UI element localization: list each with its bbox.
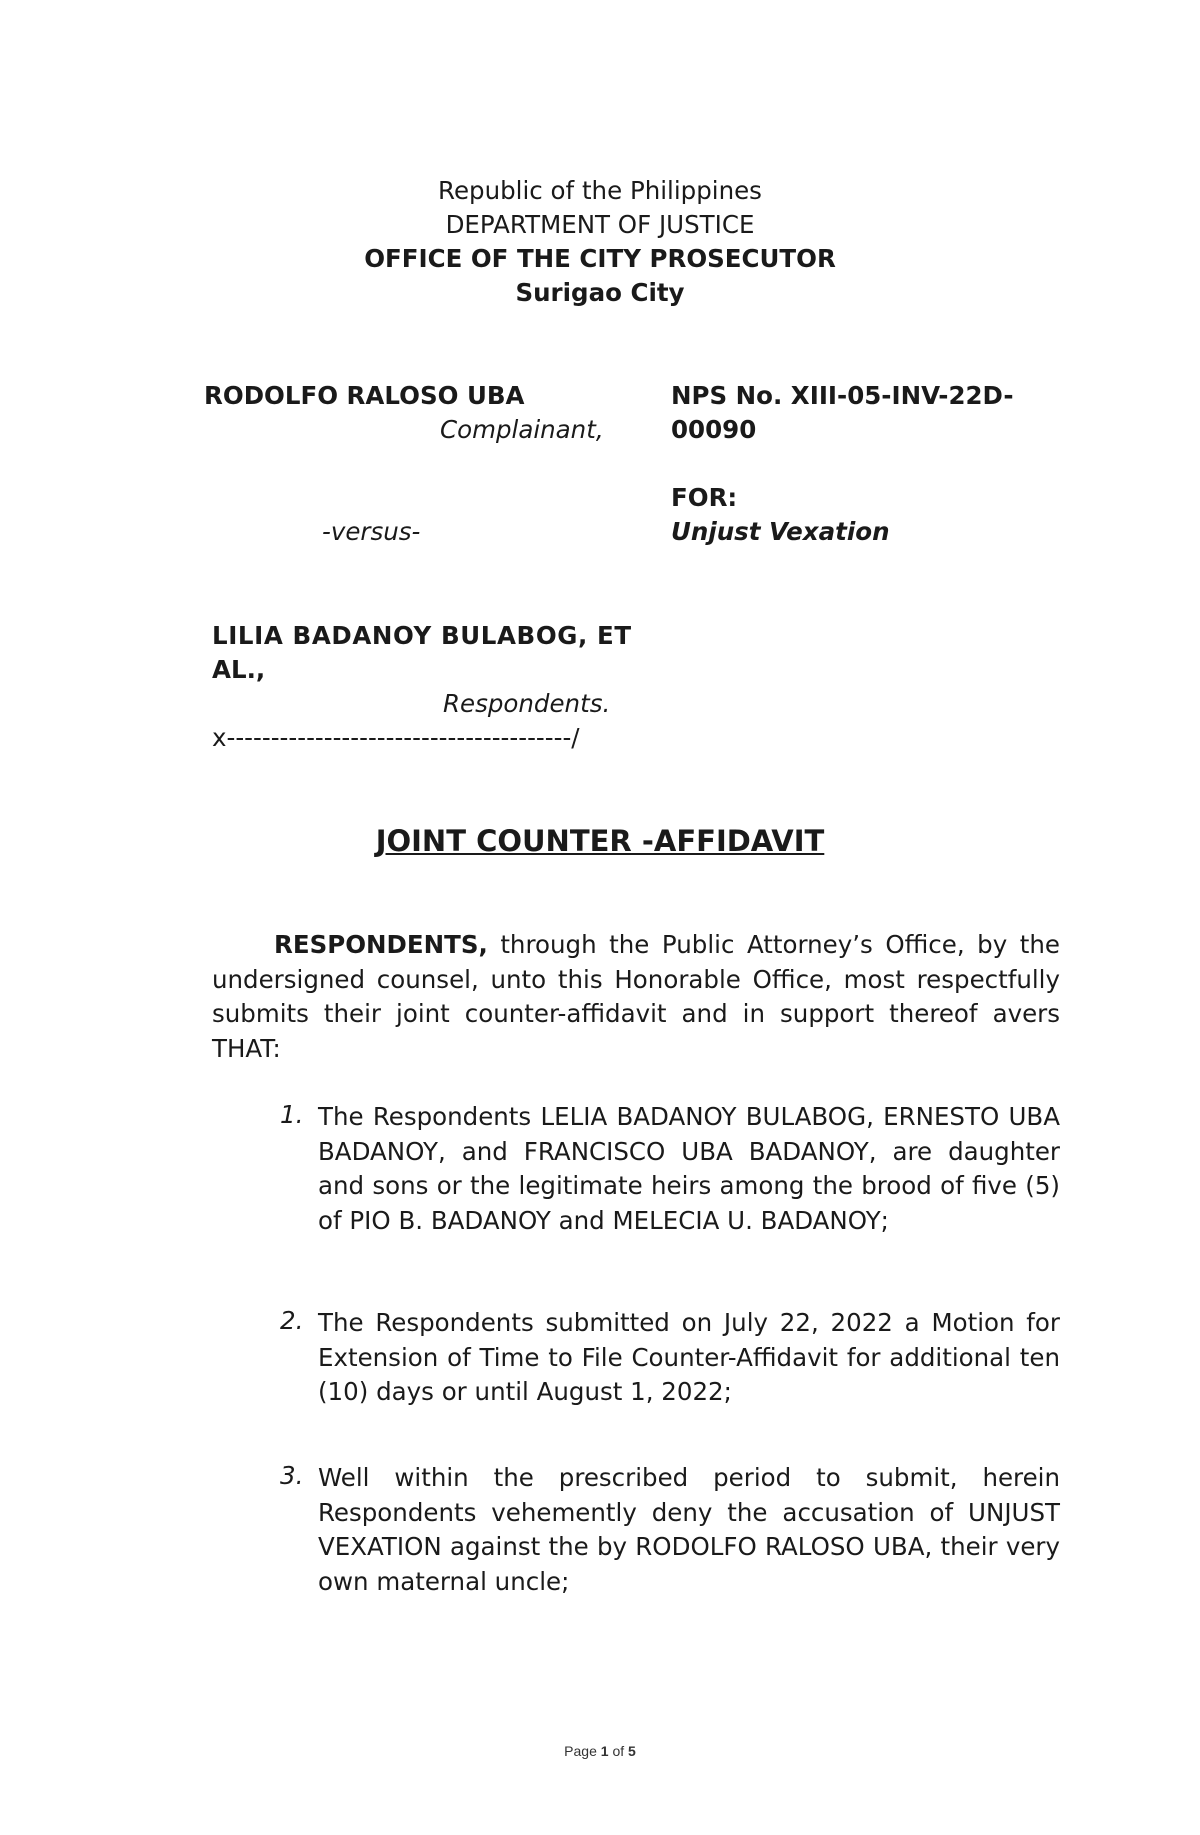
header-department: DEPARTMENT OF JUSTICE xyxy=(445,210,755,239)
offense-label: Unjust Vexation xyxy=(671,517,890,546)
intro-text: through the Public Attorney’s Office, by the undersigned counsel, unto this Honorable Office, most respectfully submits their joint counter-affidavit and in support thereof avers THAT: xyxy=(212,930,1060,1063)
list-item-text: Well within the prescribed period to submit, herein Respondents vehemently deny the accusation of UNJUST VEXATION against the by RODOLFO RALOSO UBA, their very own maternal uncle; xyxy=(318,1463,1060,1596)
caption-separator: x---------------------------------------/ xyxy=(212,723,580,752)
header-republic: Republic of the Philippines xyxy=(438,176,762,205)
list-item-text: The Respondents submitted on July 22, 2022 a Motion for Extension of Time to File Counter-Affidavit for additional ten (10) days or until August 1, 2022; xyxy=(318,1308,1060,1406)
list-item-number: 3. xyxy=(280,1461,304,1490)
complainant-name: RODOLFO RALOSO UBA xyxy=(204,381,525,410)
for-label: FOR: xyxy=(671,483,738,512)
respondent-name-line2: AL., xyxy=(212,655,266,684)
nps-number-line2: 00090 xyxy=(671,415,757,444)
footer-of-word: of xyxy=(612,1743,625,1759)
respondent-label: Respondents. xyxy=(443,689,611,718)
intro-paragraph xyxy=(212,928,1060,1066)
complainant-label: Complainant, xyxy=(440,415,604,444)
list-item xyxy=(270,1461,1060,1599)
intro-lead: RESPONDENTS, xyxy=(274,930,488,959)
list-item-number: 2. xyxy=(280,1306,304,1335)
list-item-number: 1. xyxy=(280,1100,304,1129)
footer-page-total: 5 xyxy=(628,1743,636,1759)
versus-label: -versus- xyxy=(322,517,421,546)
footer-page-word: Page xyxy=(564,1743,597,1759)
footer-page-current: 1 xyxy=(600,1743,609,1759)
list-item-text: The Respondents LELIA BADANOY BULABOG, ERNESTO UBA BADANOY, and FRANCISCO UBA BADANOY, are daughter and sons or the legitimate heirs among the brood of five (5) of PIO B. BADANOY and MELECIA U. BADANOY; xyxy=(318,1102,1060,1235)
respondent-name-line1: LILIA BADANOY BULABOG, ET xyxy=(212,621,632,650)
header-city: Surigao City xyxy=(515,278,685,307)
page-footer xyxy=(0,1743,1200,1759)
list-item xyxy=(270,1100,1060,1238)
document-title: JOINT COUNTER -AFFIDAVIT xyxy=(375,824,825,858)
nps-number-line1: NPS No. XIII-05-INV-22D- xyxy=(671,381,1014,410)
header-office: OFFICE OF THE CITY PROSECUTOR xyxy=(364,244,836,273)
list-item xyxy=(270,1306,1060,1410)
